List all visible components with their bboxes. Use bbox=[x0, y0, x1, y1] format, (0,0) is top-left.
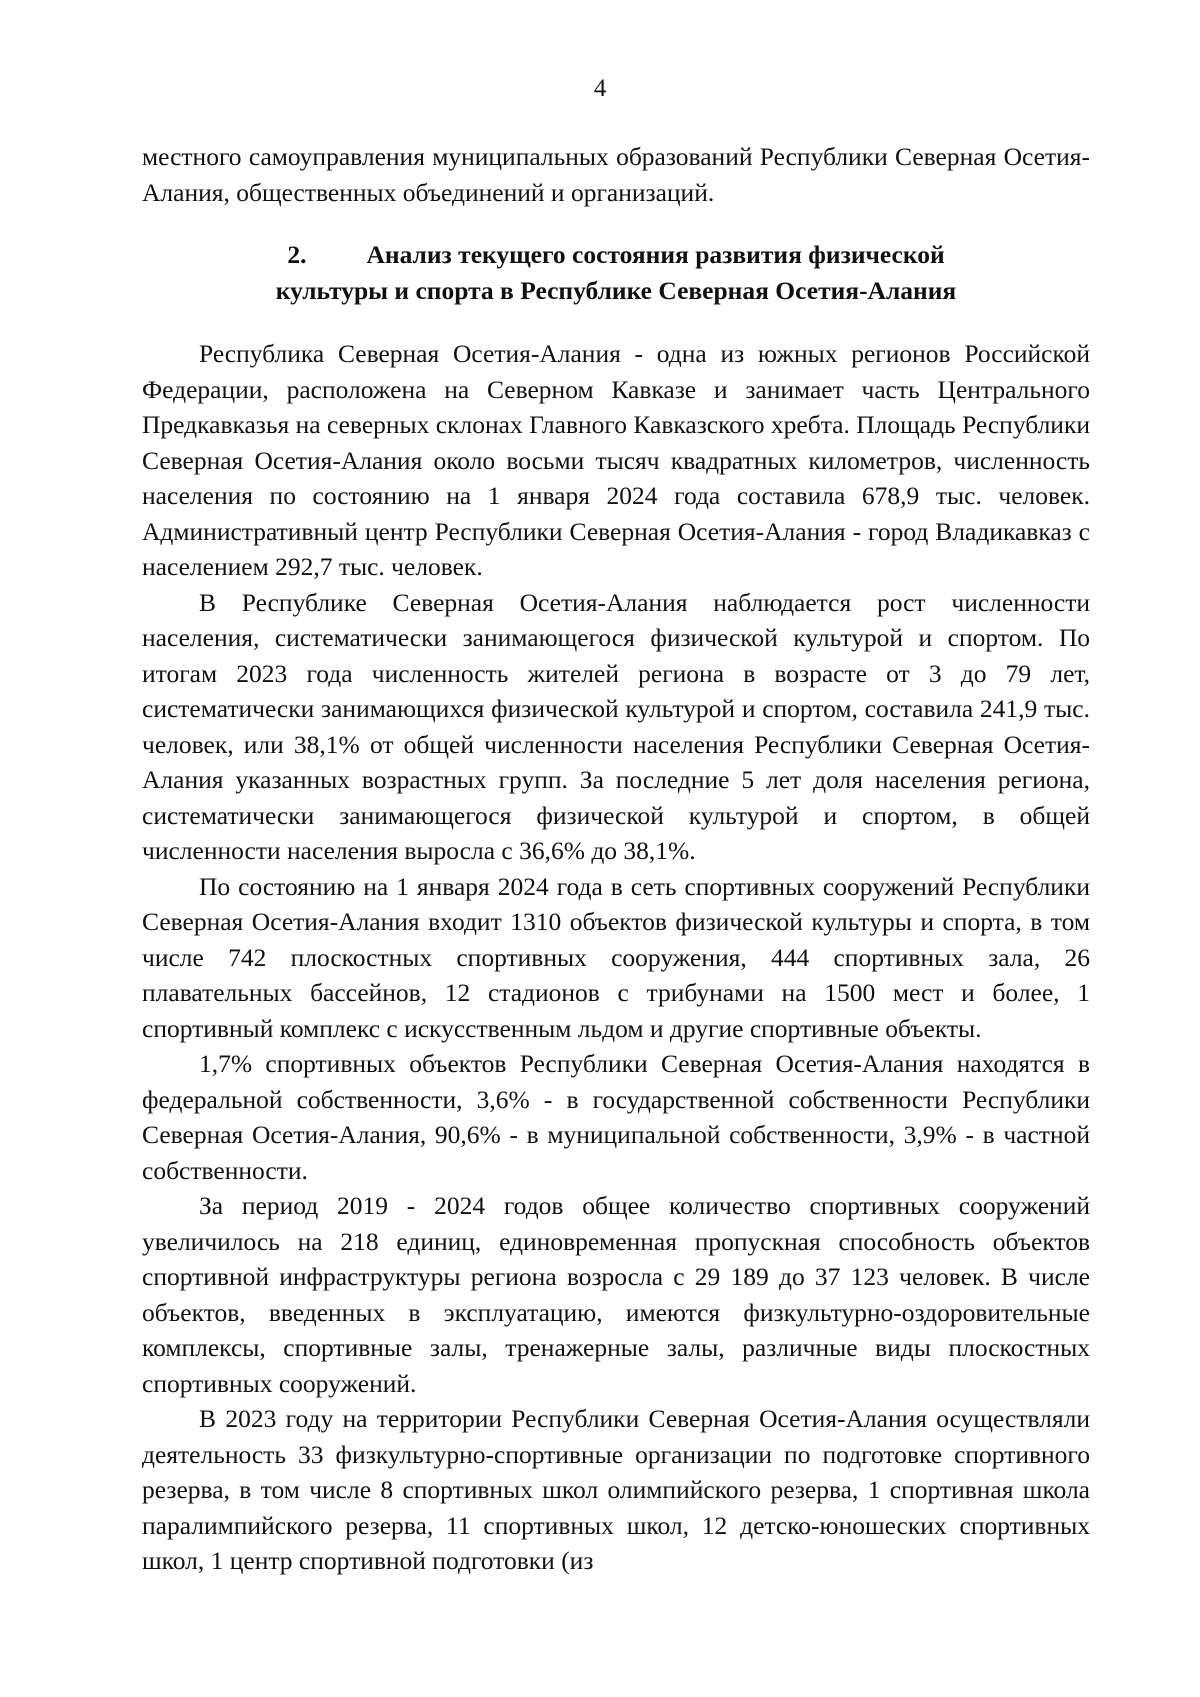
paragraph-population-sport: В Республике Северная Осетия-Алания наблюдается рост численности населения, систематически занимающегося физической культурой и спортом. По итогам 2023 года численность жителей региона в возрасте от 3 до 79 лет, систематически занимающихся физической культурой и спортом, составила 241,9 тыс. человек, или 38,1% от общей численности населения Республики Северная Осетия-Алания указанных возрастных групп. За последние 5 лет доля населения региона, систематически занимающегося физической культурой и спортом, в общей численности населения выросла с 36,6% до 38,1%. bbox=[142, 587, 1090, 865]
section-title-line2: культуры и спорта в Республике Северная Осетия-Алания bbox=[275, 275, 957, 305]
page-number: 4 bbox=[593, 75, 607, 102]
paragraph-sport-organizations: В 2023 году на территории Республики Северная Осетия-Алания осуществляли деятельность 33 физкультурно-спортивные организации по подготовке спортивного резерва, в том числе 8 спортивных школ олимпийского резерва, 1 спортивная школа паралимпийского резерва, 11 спортивных школ, 12 детско-юношеских спортивных школ, 1 центр спортивной подготовки (из bbox=[142, 1404, 1090, 1575]
section-title-line1: Анализ текущего состояния развития физической bbox=[366, 240, 945, 269]
section-heading bbox=[142, 237, 1090, 308]
paragraph-region-overview: Республика Северная Осетия-Алания - одна из южных регионов Российской Федерации, расположена на Северном Кавказе и занимает часть Центрального Предкавказья на северных склонах Главного Кавказского хребта. Площадь Республики Северная Осетия-Алания около восьми тысяч квадратных километров, численность населения по состоянию на 1 января 2024 года составила 678,9 тыс. человек. Административный центр Республики Северная Осетия-Алания - город Владикавказ с населением 292,7 тыс. человек. bbox=[142, 339, 1090, 581]
paragraph-sport-facilities: По состоянию на 1 января 2024 года в сеть спортивных сооружений Республики Северная Осетия-Алания входит 1310 объектов физической культуры и спорта, в том числе 742 плоскостных спортивных сооружения, 444 спортивных зала, 26 плавательных бассейнов, 12 стадионов с трибунами на 1500 мест и более, 1 спортивный комплекс с искусственным льдом и другие спортивные объекты. bbox=[142, 871, 1090, 1043]
paragraph-ownership: 1,7% спортивных объектов Республики Северная Осетия-Алания находятся в федеральной собственности, 3,6% - в государственной собственности Республики Северная Осетия-Алания, 90,6% - в муниципальной собственности, 3,9% - в частной собственности. bbox=[142, 1049, 1090, 1185]
document-body bbox=[142, 139, 1090, 1579]
intro-paragraph: местного самоуправления муниципальных образований Республики Северная Осетия-Алания, общественных объединений и организаций. bbox=[142, 142, 1090, 207]
section-heading-line1 bbox=[142, 237, 1090, 273]
section-number: 2. bbox=[287, 240, 307, 269]
paragraph-infrastructure-growth: За период 2019 - 2024 годов общее количество спортивных сооружений увеличилось на 218 единиц, единовременная пропускная способность объектов спортивной инфраструктуры региона возросла с 29 189 до 37 123 человек. В числе объектов, введенных в эксплуатацию, имеются физкультурно-оздоровительные комплексы, спортивные залы, тренажерные залы, различные виды плоскостных спортивных сооружений. bbox=[142, 1191, 1090, 1398]
